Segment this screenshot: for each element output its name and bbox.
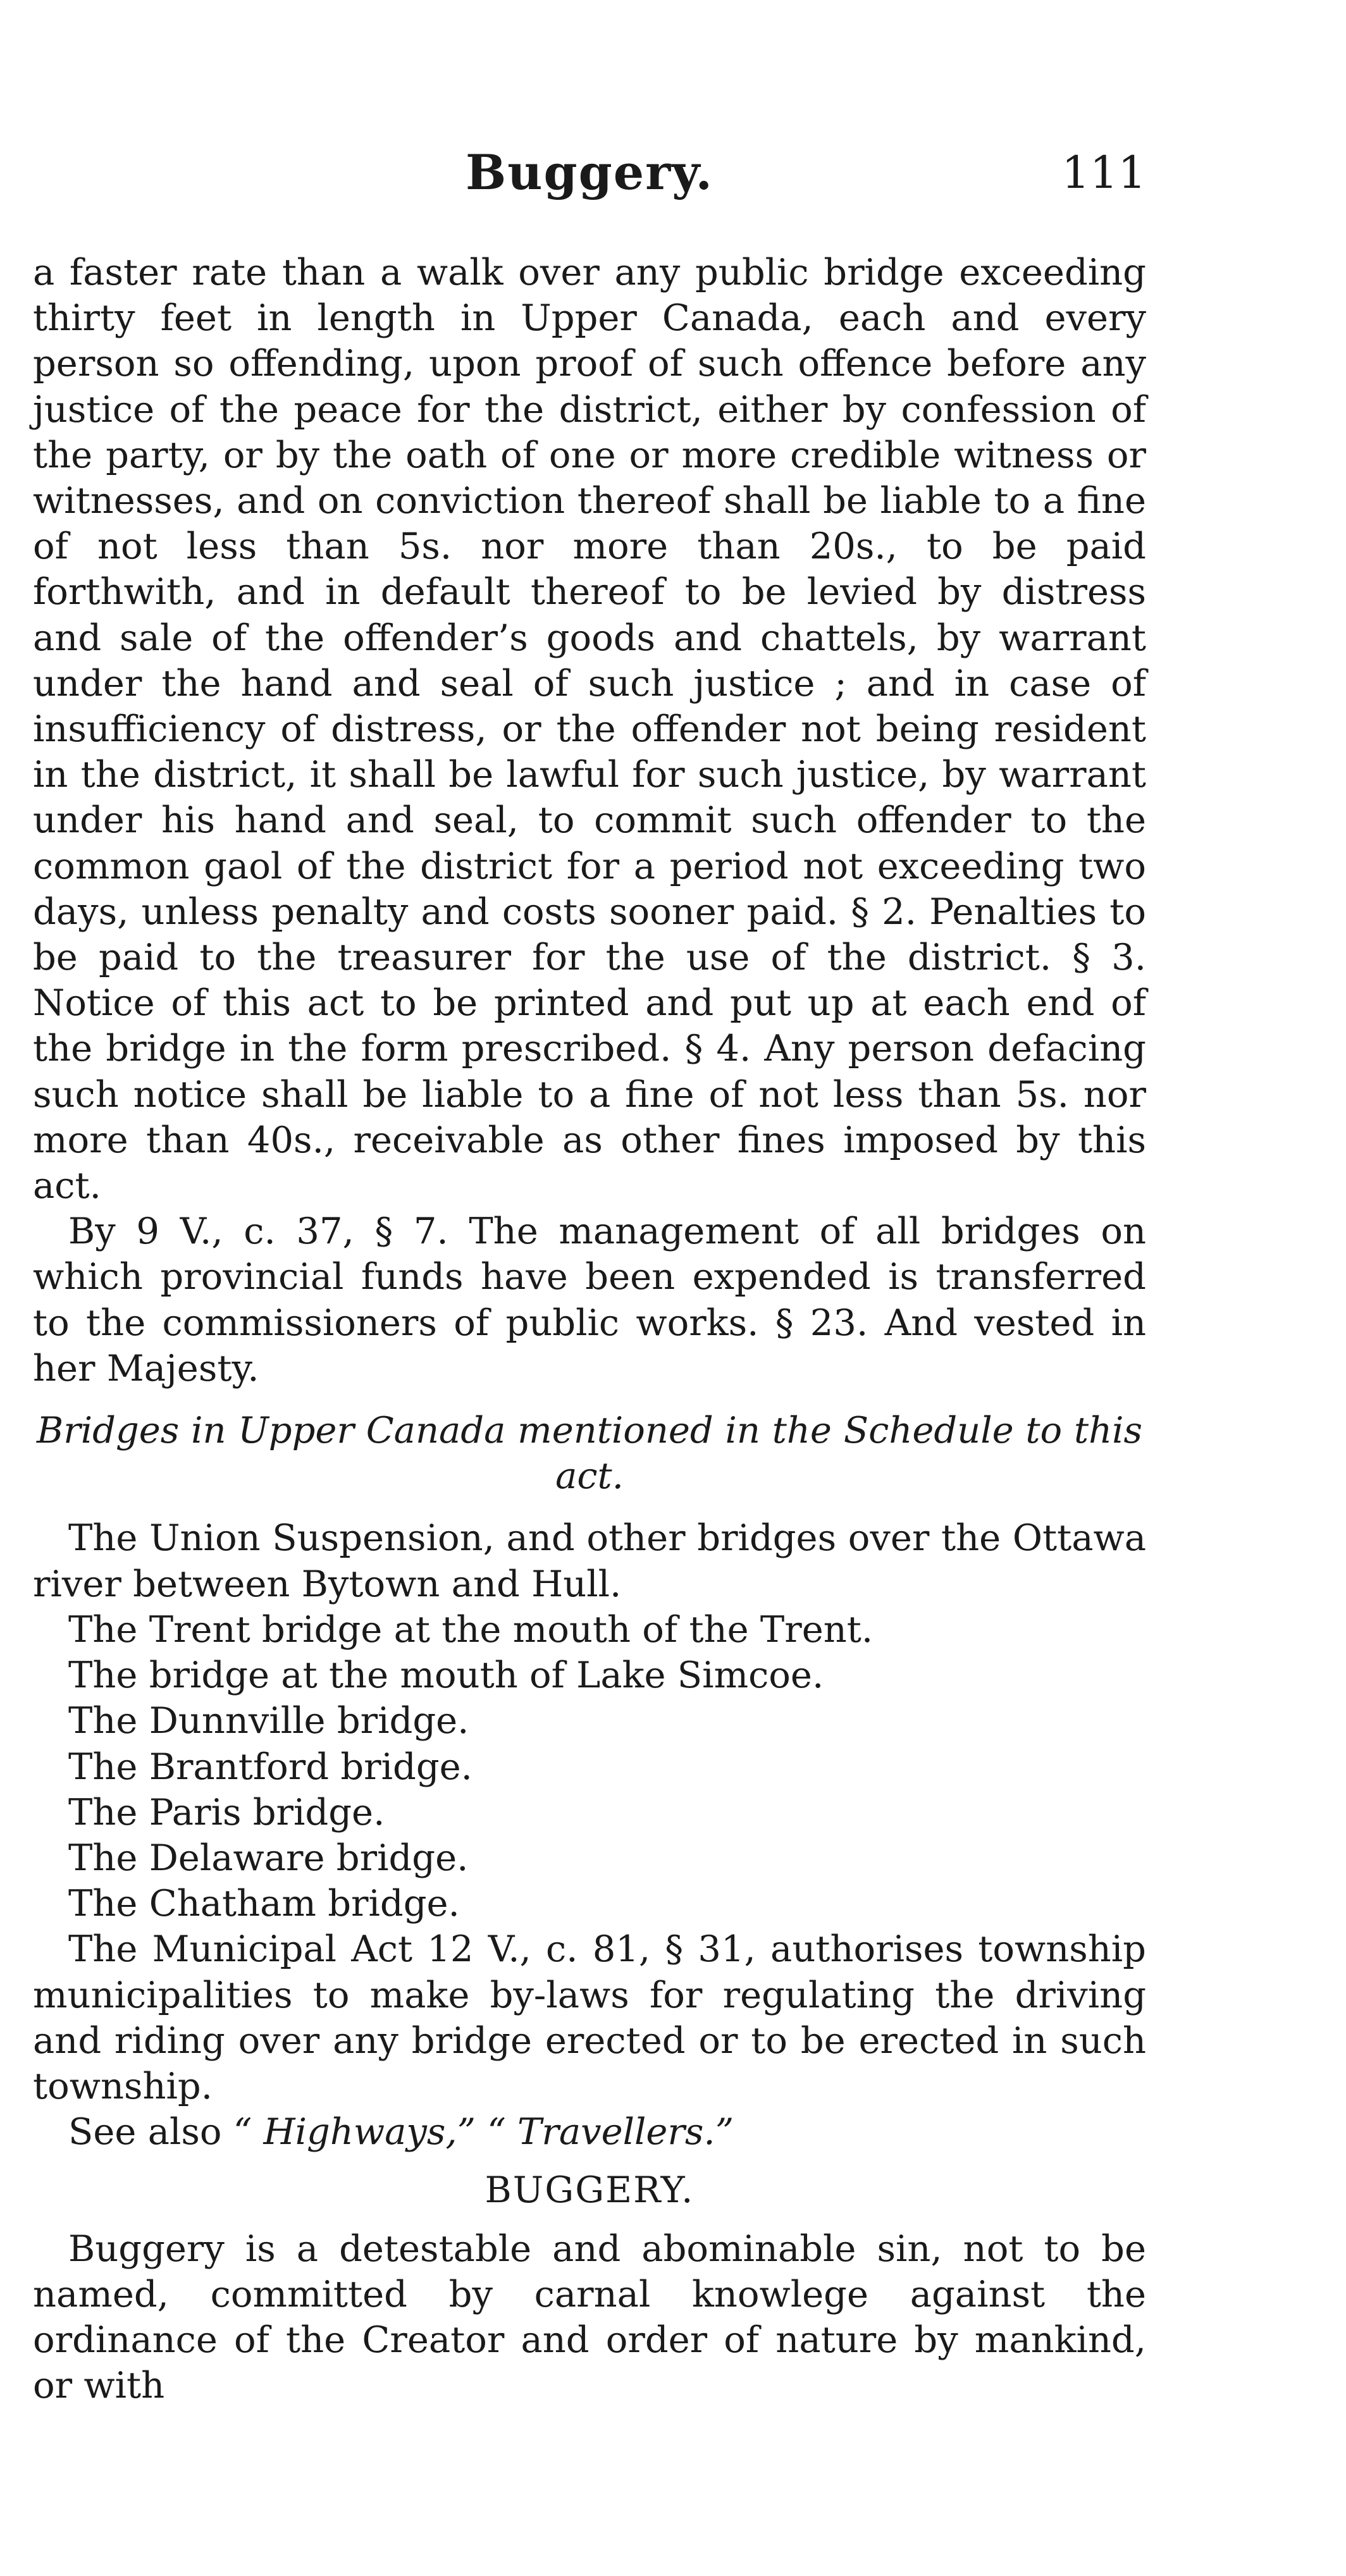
- running-head: Buggery.: [465, 144, 714, 200]
- list-item: The Chatham bridge.: [68, 1882, 460, 1925]
- list-item: The Delaware bridge.: [68, 1836, 469, 1879]
- list-item: The bridge at the mouth of Lake Simcoe.: [68, 1654, 824, 1697]
- see-also-prefix: See also: [68, 2111, 222, 2154]
- list-item: The Paris bridge.: [68, 1790, 385, 1833]
- bridge-list: [33, 1607, 1146, 1926]
- schedule-caption: Bridges in Upper Canada mentioned in the Schedule to this act.: [37, 1409, 1142, 1498]
- list-item: The Brantford bridge.: [68, 1745, 472, 1788]
- page-header: [33, 144, 1146, 214]
- see-also-highways: “ Highways,”: [233, 2111, 476, 2154]
- list-item: The Dunnville bridge.: [68, 1699, 469, 1742]
- body-text: [33, 250, 1146, 2408]
- list-item: The Trent bridge at the mouth of the Trent.: [68, 1608, 874, 1651]
- paragraph-public-works: By 9 V., c. 37, § 7. The management of all bridges on which provincial funds have been expended is transferred to the commissioners of public works. § 23. And vested in her Majesty.: [33, 1210, 1146, 1390]
- bridges-intro: The Union Suspension, and other bridges over the Ottawa river between Bytown and Hull.: [33, 1517, 1146, 1605]
- paragraph-buggery: Buggery is a detestable and abominable sin, not to be named, committed by carnal knowlege against the ordinance of the Creator and order of nature by mankind, or with: [33, 2227, 1146, 2407]
- see-also: [33, 2109, 1146, 2155]
- page-number: 111: [1061, 147, 1146, 199]
- paragraph-bridge-penalties: a faster rate than a walk over any public bridge exceeding thirty feet in length in Upper Canada, each and every person so offending, upon proof of such offence before any justice of the peace for the district, either by confession of the party, or by the oath of one or more credible witness or witnesses, and on conviction thereof shall be liable to a fine of not less than 5s. nor more than 20s., to be paid forthwith, and in default thereof to be levied by distress and sale of the offender’s goods and chattels, by warrant under the hand and seal of such justice ; and in case of insufficiency of distress, or the offender not being resident in the district, it shall be lawful for such justice, by warrant under his hand and seal, to commit such offender to the common gaol of the district for a period not exceeding two days, unless penalty and costs sooner paid. § 2. Penalties to be paid to the treasurer for the use of the district. § 3. Notice of this act to be printed and put up at each end of the bridge in the form prescribed. § 4. Any person defacing such notice shall be liable to a fine of not less than 5s. nor more than 40s., receivable as other fines imposed by this act.: [33, 251, 1146, 1207]
- paragraph-municipal-act: The Municipal Act 12 V., c. 81, § 31, authorises township municipalities to make by-laws for regulating the driving and riding over any bridge erected or to be erected in such township.: [33, 1928, 1146, 2107]
- see-also-travellers: “ Travellers.”: [487, 2111, 734, 2154]
- document-page: [33, 0, 1146, 2576]
- section-heading: BUGGERY.: [485, 2169, 695, 2212]
